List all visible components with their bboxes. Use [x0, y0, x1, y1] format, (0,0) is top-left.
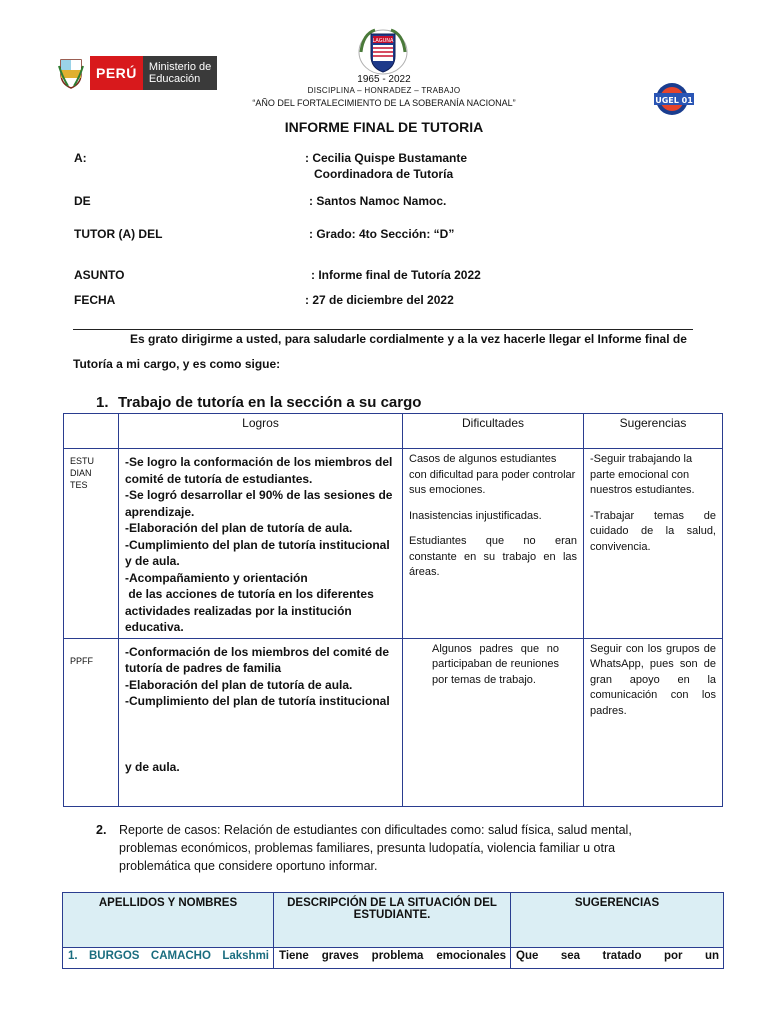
- school-badge-text: LAGUNA: [372, 38, 394, 44]
- field-de-value: : Santos Namoc Namoc.: [309, 194, 447, 208]
- peru-label: PERÚ: [90, 56, 143, 90]
- sugerencia-item: -Seguir trabajando la parte emocional con nuestros estudiantes.: [590, 453, 695, 496]
- cases-table: [62, 892, 724, 969]
- tutoring-table-header: [64, 414, 723, 449]
- students-sugerencias-cell: [584, 449, 723, 639]
- students-dificultades-cell: [403, 449, 584, 639]
- logro-line: -Se logró desarrollar el 90% de las sesiones de: [125, 488, 393, 502]
- ugel-logo-text: UGEL 01: [655, 96, 693, 105]
- suggestion-cell: Que sea tratado por un: [511, 948, 724, 969]
- header-apellidos: APELLIDOS Y NOMBRES: [63, 893, 274, 948]
- field-fecha-label: FECHA: [74, 293, 116, 307]
- logro-line: -Elaboración del plan de tutoría de aula.: [125, 677, 353, 692]
- field-asunto-value: : Informe final de Tutoría 2022: [311, 268, 481, 282]
- header-descripcion: DESCRIPCIÓN DE LA SITUACIÓN DEL ESTUDIANTE.: [274, 893, 511, 948]
- row-label-line: ESTU: [70, 456, 95, 466]
- logro-line: y de aula.: [125, 554, 180, 568]
- table-row: [63, 948, 724, 969]
- dificultad-item: Casos de algunos estudiantes con dificultad para poder controlar sus emociones.: [409, 453, 576, 496]
- section-2-line: problemas económicos, problemas familiares, presunta ludopatía, violencia familiar u otra: [119, 841, 616, 855]
- section-2-intro: [96, 821, 706, 875]
- logro-line: comité de tutoría de estudiantes.: [125, 471, 313, 486]
- cases-table-header: [63, 893, 724, 948]
- dificultad-item: Estudiantes que no eran constante en su trabajo en las áreas.: [409, 535, 577, 578]
- field-tutor-label: TUTOR (A) DEL: [74, 227, 163, 241]
- situation-cell: Tiene graves problema emocionales: [274, 948, 511, 969]
- field-de-label: DE: [74, 194, 91, 208]
- header-sugerencias: Sugerencias: [584, 414, 723, 449]
- logro-line: actividades realizadas por la institución: [125, 603, 352, 618]
- field-a-value: : Cecilia Quispe Bustamante: [305, 151, 468, 165]
- parents-dificultades-cell: Algunos padres que no participaban de reuniones por temas de trabajo.: [403, 638, 584, 806]
- divider: [73, 329, 693, 330]
- logro-line: -Cumplimiento del plan de tutoría institucional: [125, 537, 390, 552]
- section-1-number: 1.: [96, 394, 109, 411]
- ministry-line-2: Educación: [148, 73, 201, 85]
- row-label-parents: PPFF: [64, 638, 119, 806]
- dificultad-item: Inasistencias injustificadas.: [409, 509, 542, 522]
- section-2-number: 2.: [96, 823, 107, 837]
- logro-line: -Acompañamiento y orientación: [125, 570, 308, 585]
- section-2-line: Reporte de casos: Relación de estudiantes con dificultades como: salud física, salud mental,: [119, 823, 632, 837]
- logro-line: -Conformación de los miembros del comité de: [125, 644, 390, 659]
- students-logros-cell: [119, 449, 403, 639]
- field-fecha-value: : 27 de diciembre del 2022: [305, 293, 454, 307]
- logro-line: -Cumplimiento del plan de tutoría institucional: [125, 694, 390, 708]
- field-a-value-2: Coordinadora de Tutoría: [314, 167, 454, 181]
- section-1-title-text: Trabajo de tutoría en la sección a su cargo: [118, 394, 422, 411]
- logro-line: -Elaboración del plan de tutoría de aula.: [125, 521, 353, 535]
- parents-sugerencias-cell: Seguir con los grupos de WhatsApp, pues son de gran apoyo en la comunicación con los padres.: [584, 638, 723, 806]
- student-name-cell: 1. BURGOS CAMACHO Lakshmi: [63, 948, 274, 969]
- row-label-students: [64, 449, 119, 639]
- row-label-line: TES: [70, 480, 88, 490]
- logro-line: de las acciones de tutoría en los diferentes: [125, 587, 374, 601]
- year-name: “AÑO DEL FORTALECIMIENTO DE LA SOBERANÍA NACIONAL”: [252, 98, 516, 108]
- section-2-line: problemática que considere oportuno informar.: [119, 859, 378, 873]
- document-title: INFORME FINAL DE TUTORIA: [284, 119, 484, 135]
- field-a-label: A:: [74, 151, 87, 165]
- logro-line: -Se logro la conformación de los miembros del: [125, 455, 393, 469]
- intro-line-2: Tutoría a mi cargo, y es como sigue:: [73, 357, 281, 371]
- header-dificultades: Dificultades: [403, 414, 584, 449]
- header-sugerencias-2: SUGERENCIAS: [511, 893, 724, 948]
- school-crest-icon: [355, 26, 411, 76]
- field-tutor-value: : Grado: 4to Sección: “D”: [309, 227, 455, 241]
- logro-line: aprendizaje.: [125, 504, 195, 519]
- table-row-students: [64, 449, 723, 639]
- sugerencia-item: -Trabajar temas de cuidado de la salud, convivencia.: [590, 509, 716, 553]
- tutoring-table: [63, 413, 723, 807]
- table-row-parents: [64, 638, 723, 806]
- school-motto: DISCIPLINA – HONRADEZ – TRABAJO: [307, 86, 461, 95]
- header-logros: Logros: [119, 414, 403, 449]
- logro-line: tutoría de padres de familia: [125, 661, 282, 675]
- ministry-line-1: Ministerio de: [148, 61, 212, 73]
- intro-line-1: Es grato dirigirme a usted, para saludarle cordialmente y a la vez hacerle llegar el Informe final de: [130, 332, 687, 346]
- field-asunto-label: ASUNTO: [74, 268, 125, 282]
- parents-logros-cell: [119, 638, 403, 806]
- logro-line: y de aula.: [125, 759, 180, 774]
- logro-line: educativa.: [125, 620, 184, 634]
- header-empty: [64, 414, 119, 449]
- row-label-line: DIAN: [70, 468, 92, 478]
- section-1-title: [96, 394, 421, 411]
- school-years: 1965 - 2022: [357, 74, 411, 85]
